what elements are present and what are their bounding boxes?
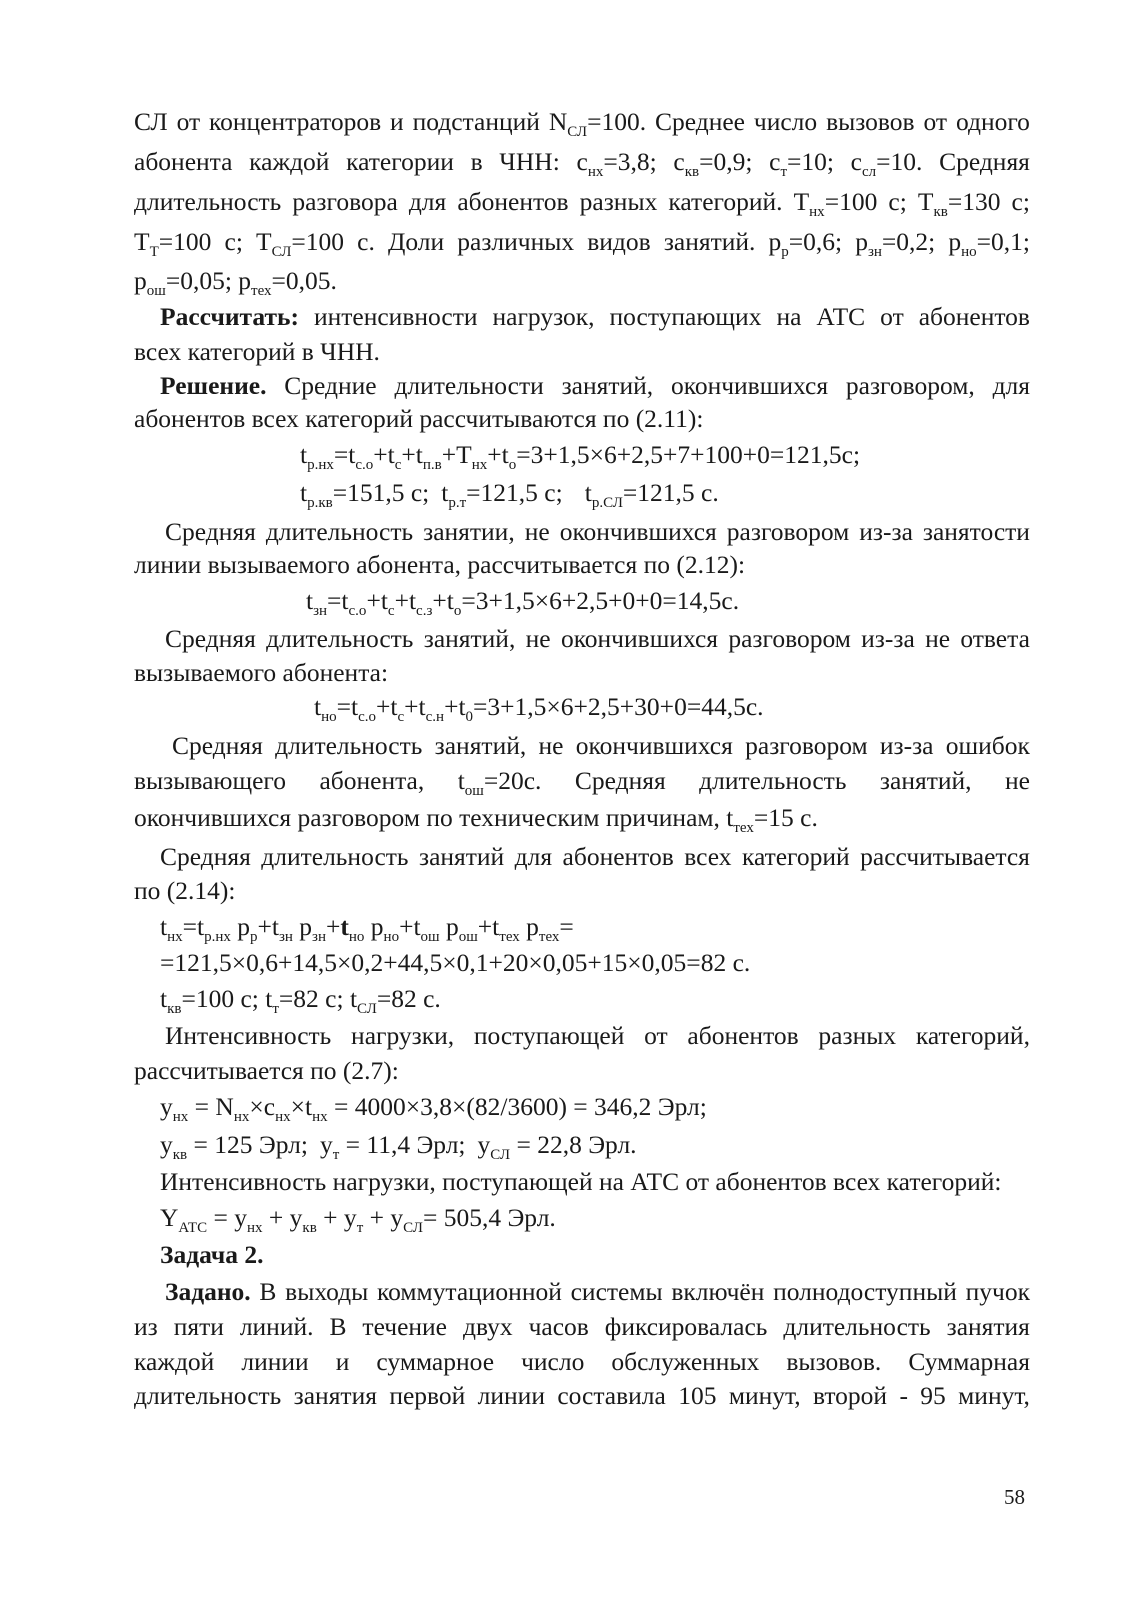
text-line: $p_{ош}=0,05$; $p_{тех}=0,05$. bbox=[134, 266, 337, 299]
section-heading: Задача 2. bbox=[160, 1240, 264, 1269]
formula-line: =121,5×0,6+14,5×0,2+44,5×0,1+20×0,05+15×0,05=82 с. bbox=[160, 948, 751, 977]
text-line: Средняя длительность занятии, не окончившихся разговором из-за занятости bbox=[165, 517, 1030, 546]
text-line: длительность занятия первой линии составила 105 минут, второй - 95 минут, bbox=[134, 1381, 1030, 1410]
formula-line: $t_{р.кв}=151,5$ с; $t_{р.т}=121,5$ с; $t_{р.СЛ}=121,5$ с. bbox=[300, 478, 719, 511]
formula-line: $t_{р.нх}=t_{с.о}+t_с+t_{п.в}+T_{нх}+t_o=3+1,5\times 6+2,5+7+100+0=121,5с$; bbox=[300, 440, 861, 473]
text-line: Средняя длительность занятий, не окончившихся разговором из-за не ответа bbox=[165, 624, 1030, 653]
text-line: вызываемого абонента: bbox=[134, 658, 389, 687]
text-line: рассчитывается по (2.7): bbox=[134, 1056, 399, 1085]
formula-line: $t_{нх}=t_{р.нх}$ $p_р+t_{зн}$ $p_{зн}+t_{но}$ $p_{но}+t_{ош}$ $p_{ош}+t_{тех}$ $p_{тех}=$ bbox=[160, 912, 574, 945]
text-line: длительность разговора для абонентов разных категорий. $T_{нх}=100$ с; $T_{кв}=130$ с; bbox=[134, 187, 1030, 220]
text-line: абонентов всех категорий рассчитываются по (2.11): bbox=[134, 404, 704, 433]
text-line: Рассчитать: интенсивности нагрузок, поступающих на АТС от абонентов bbox=[160, 302, 1030, 331]
text-line: каждой линии и суммарное число обслуженных вызовов. Суммарная bbox=[134, 1347, 1030, 1376]
text-line: Задано. В выходы коммутационной системы включён полнодоступный пучок bbox=[165, 1277, 1030, 1306]
text-line: вызывающего абонента, $t_{ош}=20с$. Средняя длительность занятий, не bbox=[134, 766, 1030, 799]
text-line: Средняя длительность занятий для абонентов всех категорий рассчитывается bbox=[160, 842, 1030, 871]
text-line: всех категорий в ЧНН. bbox=[134, 337, 380, 366]
formula-line: $Y_{АТС} = y_{нх} + y_{кв} + y_т + y_{СЛ}= 505,4$ Эрл. bbox=[160, 1203, 556, 1236]
formula-line: $t_{зн}=t_{с.о}+t_с+t_{с.з}+t_o=3+1,5\times 6+2,5+0+0=14,5с$. bbox=[306, 586, 740, 619]
text-line: из пяти линий. В течение двух часов фиксировалась длительность занятия bbox=[134, 1312, 1030, 1341]
text-line: окончившихся разговором по техническим причинам, $t_{тех}=15$ с. bbox=[134, 803, 818, 836]
text-line: Интенсивность нагрузки, поступающей от абонентов разных категорий, bbox=[165, 1021, 1030, 1050]
text-line: Интенсивность нагрузки, поступающей на АТС от абонентов всех категорий: bbox=[160, 1167, 1002, 1196]
formula-line: $t_{кв}=100$ с; $t_т=82$ с; $t_{СЛ}=82$ с. bbox=[160, 984, 441, 1017]
formula-line: $t_{но}=t_{с.о}+t_с+t_{с.н}+t_0=3+1,5\times 6+2,5+30+0=44,5с$. bbox=[314, 692, 764, 725]
page-number: 58 bbox=[1004, 1485, 1025, 1509]
formula-line: $y_{кв} = 125$ Эрл; $y_т = 11,4$ Эрл; $y_{СЛ} = 22,8$ Эрл. bbox=[160, 1130, 637, 1163]
text-line: $T_Т=100$ с; $T_{СЛ}=100$ с. Доли различных видов занятий. $p_р=0,6$; $p_{зн}=0,2$; $p_{но}=0,1$; bbox=[134, 227, 1030, 260]
text-line: абонента каждой категории в ЧНН: $c_{нх}=3,8$; $c_{кв}=0,9$; $c_т=10$; $c_{сл}=10$. Средняя bbox=[134, 147, 1030, 180]
formula-line: $y_{нх} = N_{нх}\times c_{нх}\times t_{нх} = 4000\times 3,8\times(82/3600) = 346,2$ Эрл; bbox=[160, 1092, 707, 1125]
text-line: по (2.14): bbox=[134, 876, 236, 905]
text-line: Средняя длительность занятий, не окончившихся разговором из-за ошибок bbox=[172, 731, 1030, 760]
text-line: Решение. Средние длительности занятий, окончившихся разговором, для bbox=[160, 371, 1030, 400]
text-line: линии вызываемого абонента, рассчитывается по (2.12): bbox=[134, 550, 746, 579]
text-line: СЛ от концентраторов и подстанций $N_{СЛ}=100$. Среднее число вызовов от одного bbox=[134, 107, 1030, 140]
